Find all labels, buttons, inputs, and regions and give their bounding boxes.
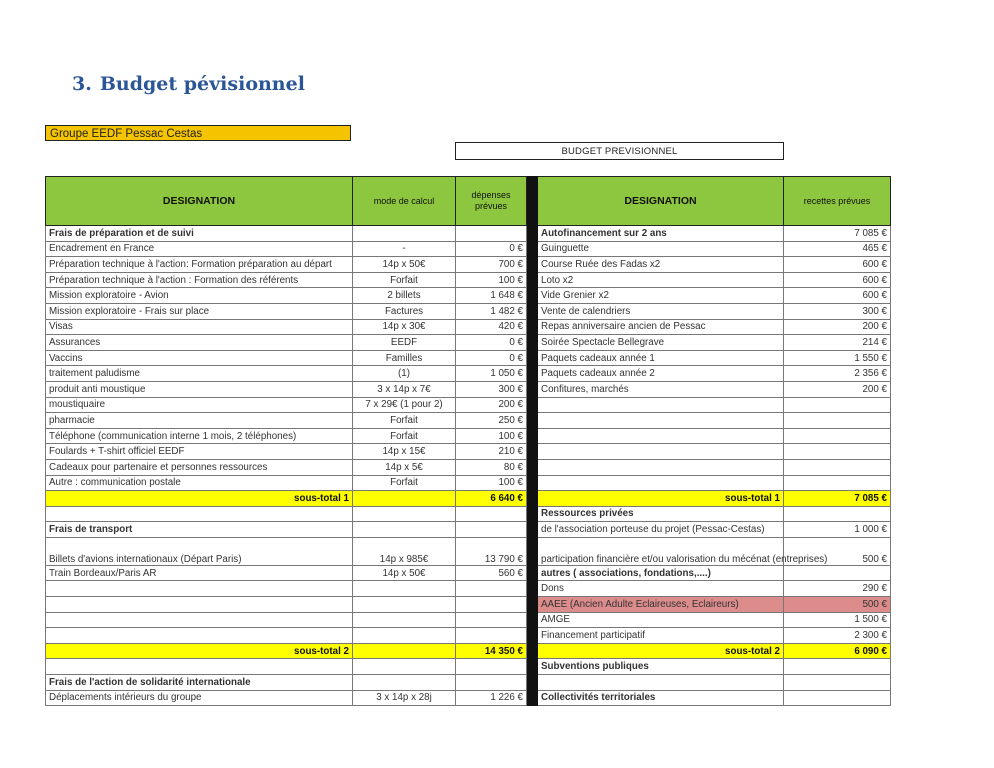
table-row bbox=[46, 350, 891, 366]
depense-cell: 1 050 € bbox=[456, 366, 527, 382]
mode-calcul-cell: 14p x 5€ bbox=[353, 459, 456, 475]
mode-calcul-cell: Forfait bbox=[353, 428, 456, 444]
depense-cell: 210 € bbox=[456, 444, 527, 460]
column-separator bbox=[527, 506, 538, 522]
depense-cell bbox=[456, 506, 527, 522]
column-separator bbox=[527, 581, 538, 597]
designation-left-cell: Cadeaux pour partenaire et personnes ressources bbox=[46, 459, 353, 475]
section-number: 3. bbox=[72, 73, 92, 95]
designation-left-cell: Téléphone (communication interne 1 mois, 2 téléphones) bbox=[46, 428, 353, 444]
designation-left-cell: Vaccins bbox=[46, 350, 353, 366]
designation-right-cell: sous-total 2 bbox=[538, 643, 784, 659]
table-row bbox=[46, 319, 891, 335]
designation-left-cell bbox=[46, 612, 353, 628]
recette-cell bbox=[784, 565, 891, 581]
recette-cell: 2 300 € bbox=[784, 628, 891, 644]
column-separator bbox=[527, 366, 538, 382]
recette-cell: 2 356 € bbox=[784, 366, 891, 382]
designation-right-cell: autres ( associations, fondations,....) bbox=[538, 565, 784, 581]
column-separator bbox=[527, 257, 538, 273]
table-row bbox=[46, 506, 891, 522]
designation-right-cell: Guinguette bbox=[538, 241, 784, 257]
recette-cell bbox=[784, 506, 891, 522]
designation-right-cell bbox=[538, 397, 784, 413]
mode-calcul-cell: (1) bbox=[353, 366, 456, 382]
depense-cell: 13 790 € bbox=[456, 537, 527, 565]
column-separator bbox=[527, 381, 538, 397]
designation-left-cell: pharmacie bbox=[46, 413, 353, 429]
table-row bbox=[46, 288, 891, 304]
budget-table bbox=[45, 176, 891, 706]
mode-calcul-cell bbox=[353, 506, 456, 522]
designation-left-cell bbox=[46, 659, 353, 675]
table-row bbox=[46, 537, 891, 565]
depense-cell: 700 € bbox=[456, 257, 527, 273]
designation-left-cell: Préparation technique à l'action: Formation préparation au départ bbox=[46, 257, 353, 273]
header-recettes: recettes prévues bbox=[784, 177, 891, 226]
designation-right-cell: Collectivités territoriales bbox=[538, 690, 784, 706]
designation-left-cell: Foulards + T-shirt officiel EEDF bbox=[46, 444, 353, 460]
designation-right-cell bbox=[538, 675, 784, 691]
designation-right-cell: Ressources privées bbox=[538, 506, 784, 522]
recette-cell: 1 550 € bbox=[784, 350, 891, 366]
table-row bbox=[46, 459, 891, 475]
depense-cell bbox=[456, 522, 527, 538]
designation-right-cell: AAEE (Ancien Adulte Eclaireuses, Eclaireurs) bbox=[538, 597, 784, 613]
recette-cell: 600 € bbox=[784, 257, 891, 273]
designation-left-cell: Encadrement en France bbox=[46, 241, 353, 257]
designation-left-cell: Frais de préparation et de suivi bbox=[46, 226, 353, 242]
designation-left-cell: Frais de l'action de solidarité internationale bbox=[46, 675, 353, 691]
recette-cell bbox=[784, 690, 891, 706]
table-row bbox=[46, 522, 891, 538]
designation-right-cell: Course Ruée des Fadas x2 bbox=[538, 257, 784, 273]
mode-calcul-cell bbox=[353, 226, 456, 242]
table-row bbox=[46, 413, 891, 429]
recette-cell bbox=[784, 659, 891, 675]
table-row bbox=[46, 690, 891, 706]
column-separator bbox=[527, 319, 538, 335]
column-separator bbox=[527, 177, 538, 226]
designation-right-cell: Subventions publiques bbox=[538, 659, 784, 675]
designation-right-cell: Soirée Spectacle Bellegrave bbox=[538, 335, 784, 351]
column-separator bbox=[527, 612, 538, 628]
recette-cell: 600 € bbox=[784, 288, 891, 304]
depense-cell: 100 € bbox=[456, 428, 527, 444]
header-designation-right: DESIGNATION bbox=[538, 177, 784, 226]
designation-left-cell bbox=[46, 597, 353, 613]
mode-calcul-cell: 3 x 14p x 7€ bbox=[353, 381, 456, 397]
table-row bbox=[46, 581, 891, 597]
mode-calcul-cell: 7 x 29€ (1 pour 2) bbox=[353, 397, 456, 413]
table-row bbox=[46, 444, 891, 460]
mode-calcul-cell: Forfait bbox=[353, 475, 456, 491]
depense-cell: 0 € bbox=[456, 350, 527, 366]
designation-right-cell bbox=[538, 459, 784, 475]
depense-cell: 200 € bbox=[456, 397, 527, 413]
designation-left-cell: Préparation technique à l'action : Formation des référents bbox=[46, 272, 353, 288]
designation-right-cell: Paquets cadeaux année 1 bbox=[538, 350, 784, 366]
table-row bbox=[46, 612, 891, 628]
designation-right-cell: Autofinancement sur 2 ans bbox=[538, 226, 784, 242]
mode-calcul-cell: 14p x 985€ bbox=[353, 537, 456, 565]
designation-left-cell: Mission exploratoire - Frais sur place bbox=[46, 303, 353, 319]
table-row bbox=[46, 675, 891, 691]
mode-calcul-cell: - bbox=[353, 241, 456, 257]
designation-right-cell: Financement participatif bbox=[538, 628, 784, 644]
section-title: Budget pévisionnel bbox=[99, 73, 305, 95]
column-separator bbox=[527, 628, 538, 644]
mode-calcul-cell: 14p x 15€ bbox=[353, 444, 456, 460]
depense-cell: 100 € bbox=[456, 272, 527, 288]
mode-calcul-cell: Forfait bbox=[353, 413, 456, 429]
column-separator bbox=[527, 491, 538, 507]
column-separator bbox=[527, 272, 538, 288]
recette-cell bbox=[784, 397, 891, 413]
header-mode-calcul: mode de calcul bbox=[353, 177, 456, 226]
budget-label: BUDGET PREVISIONNEL bbox=[455, 142, 784, 160]
depense-cell: 1 482 € bbox=[456, 303, 527, 319]
designation-left-cell: Autre : communication postale bbox=[46, 475, 353, 491]
mode-calcul-cell bbox=[353, 628, 456, 644]
designation-right-cell bbox=[538, 428, 784, 444]
designation-left-cell: Assurances bbox=[46, 335, 353, 351]
depense-cell: 1 648 € bbox=[456, 288, 527, 304]
designation-left-cell: Déplacements intérieurs du groupe bbox=[46, 690, 353, 706]
table-row bbox=[46, 397, 891, 413]
column-separator bbox=[527, 335, 538, 351]
column-separator bbox=[527, 643, 538, 659]
designation-right-cell bbox=[538, 475, 784, 491]
mode-calcul-cell bbox=[353, 612, 456, 628]
mode-calcul-cell bbox=[353, 491, 456, 507]
designation-left-cell: produit anti moustique bbox=[46, 381, 353, 397]
mode-calcul-cell: 3 x 14p x 28j bbox=[353, 690, 456, 706]
depense-cell: 14 350 € bbox=[456, 643, 527, 659]
recette-cell: 7 085 € bbox=[784, 226, 891, 242]
designation-left-cell: Frais de transport bbox=[46, 522, 353, 538]
column-separator bbox=[527, 522, 538, 538]
designation-right-cell: Loto x2 bbox=[538, 272, 784, 288]
recette-cell: 300 € bbox=[784, 303, 891, 319]
header-designation-left: DESIGNATION bbox=[46, 177, 353, 226]
mode-calcul-cell: 14p x 50€ bbox=[353, 257, 456, 273]
designation-left-cell bbox=[46, 506, 353, 522]
designation-left-cell: sous-total 2 bbox=[46, 643, 353, 659]
column-separator bbox=[527, 459, 538, 475]
depense-cell: 1 226 € bbox=[456, 690, 527, 706]
section-heading bbox=[72, 73, 305, 95]
mode-calcul-cell bbox=[353, 597, 456, 613]
recette-cell: 200 € bbox=[784, 319, 891, 335]
designation-left-cell: traitement paludisme bbox=[46, 366, 353, 382]
recette-cell: 500 € bbox=[784, 537, 891, 565]
depense-cell bbox=[456, 581, 527, 597]
mode-calcul-cell bbox=[353, 659, 456, 675]
table-row bbox=[46, 643, 891, 659]
designation-left-cell bbox=[46, 581, 353, 597]
table-row bbox=[46, 272, 891, 288]
mode-calcul-cell: EEDF bbox=[353, 335, 456, 351]
designation-right-cell: AMGE bbox=[538, 612, 784, 628]
recette-cell: 290 € bbox=[784, 581, 891, 597]
mode-calcul-cell: Factures bbox=[353, 303, 456, 319]
depense-cell bbox=[456, 612, 527, 628]
column-separator bbox=[527, 537, 538, 565]
designation-right-cell: Vente de calendriers bbox=[538, 303, 784, 319]
depense-cell bbox=[456, 226, 527, 242]
table-row bbox=[46, 335, 891, 351]
column-separator bbox=[527, 475, 538, 491]
depense-cell: 80 € bbox=[456, 459, 527, 475]
mode-calcul-cell bbox=[353, 675, 456, 691]
column-separator bbox=[527, 288, 538, 304]
column-separator bbox=[527, 397, 538, 413]
table-row bbox=[46, 659, 891, 675]
depense-cell: 420 € bbox=[456, 319, 527, 335]
designation-right-cell: Paquets cadeaux année 2 bbox=[538, 366, 784, 382]
table-row bbox=[46, 303, 891, 319]
mode-calcul-cell bbox=[353, 522, 456, 538]
recette-cell bbox=[784, 428, 891, 444]
designation-left-cell: Visas bbox=[46, 319, 353, 335]
designation-right-cell bbox=[538, 413, 784, 429]
column-separator bbox=[527, 675, 538, 691]
depense-cell bbox=[456, 628, 527, 644]
table-row bbox=[46, 628, 891, 644]
column-separator bbox=[527, 350, 538, 366]
designation-right-cell: Confitures, marchés bbox=[538, 381, 784, 397]
table-row bbox=[46, 491, 891, 507]
table-row bbox=[46, 241, 891, 257]
designation-right-cell: sous-total 1 bbox=[538, 491, 784, 507]
recette-cell: 1 000 € bbox=[784, 522, 891, 538]
mode-calcul-cell bbox=[353, 643, 456, 659]
designation-right-cell: participation financière et/ou valorisation du mécénat (entreprises) bbox=[538, 537, 784, 565]
depense-cell: 250 € bbox=[456, 413, 527, 429]
depense-cell: 6 640 € bbox=[456, 491, 527, 507]
table-row bbox=[46, 381, 891, 397]
mode-calcul-cell: 2 billets bbox=[353, 288, 456, 304]
table-row bbox=[46, 226, 891, 242]
recette-cell: 214 € bbox=[784, 335, 891, 351]
mode-calcul-cell bbox=[353, 581, 456, 597]
recette-cell: 465 € bbox=[784, 241, 891, 257]
designation-left-cell: Mission exploratoire - Avion bbox=[46, 288, 353, 304]
mode-calcul-cell: Familles bbox=[353, 350, 456, 366]
table-row bbox=[46, 257, 891, 273]
column-separator bbox=[527, 241, 538, 257]
column-separator bbox=[527, 597, 538, 613]
table-row bbox=[46, 366, 891, 382]
depense-cell: 560 € bbox=[456, 565, 527, 581]
recette-cell: 1 500 € bbox=[784, 612, 891, 628]
column-separator bbox=[527, 226, 538, 242]
table-row bbox=[46, 428, 891, 444]
recette-cell: 6 090 € bbox=[784, 643, 891, 659]
recette-cell bbox=[784, 459, 891, 475]
table-row bbox=[46, 565, 891, 581]
recette-cell: 200 € bbox=[784, 381, 891, 397]
depense-cell: 0 € bbox=[456, 241, 527, 257]
designation-left-cell: Billets d'avions internationaux (Départ Paris) bbox=[46, 537, 353, 565]
group-label: Groupe EEDF Pessac Cestas bbox=[45, 125, 351, 141]
designation-right-cell: Repas anniversaire ancien de Pessac bbox=[538, 319, 784, 335]
depense-cell bbox=[456, 659, 527, 675]
table-row bbox=[46, 597, 891, 613]
mode-calcul-cell: 14p x 50€ bbox=[353, 565, 456, 581]
recette-cell: 500 € bbox=[784, 597, 891, 613]
depense-cell: 0 € bbox=[456, 335, 527, 351]
designation-left-cell bbox=[46, 628, 353, 644]
mode-calcul-cell: Forfait bbox=[353, 272, 456, 288]
recette-cell bbox=[784, 444, 891, 460]
column-separator bbox=[527, 565, 538, 581]
recette-cell: 600 € bbox=[784, 272, 891, 288]
header-depenses: dépenses prévues bbox=[456, 177, 527, 226]
depense-cell bbox=[456, 675, 527, 691]
column-separator bbox=[527, 659, 538, 675]
designation-left-cell: moustiquaire bbox=[46, 397, 353, 413]
column-separator bbox=[527, 690, 538, 706]
mode-calcul-cell: 14p x 30€ bbox=[353, 319, 456, 335]
table-header-row bbox=[46, 177, 891, 226]
table-row bbox=[46, 475, 891, 491]
designation-right-cell: de l'association porteuse du projet (Pessac-Cestas) bbox=[538, 522, 784, 538]
designation-left-cell: sous-total 1 bbox=[46, 491, 353, 507]
column-separator bbox=[527, 413, 538, 429]
recette-cell bbox=[784, 675, 891, 691]
column-separator bbox=[527, 303, 538, 319]
recette-cell bbox=[784, 413, 891, 429]
designation-right-cell: Dons bbox=[538, 581, 784, 597]
column-separator bbox=[527, 444, 538, 460]
depense-cell: 100 € bbox=[456, 475, 527, 491]
recette-cell: 7 085 € bbox=[784, 491, 891, 507]
depense-cell: 300 € bbox=[456, 381, 527, 397]
designation-left-cell: Train Bordeaux/Paris AR bbox=[46, 565, 353, 581]
depense-cell bbox=[456, 597, 527, 613]
designation-right-cell: Vide Grenier x2 bbox=[538, 288, 784, 304]
column-separator bbox=[527, 428, 538, 444]
designation-right-cell bbox=[538, 444, 784, 460]
recette-cell bbox=[784, 475, 891, 491]
